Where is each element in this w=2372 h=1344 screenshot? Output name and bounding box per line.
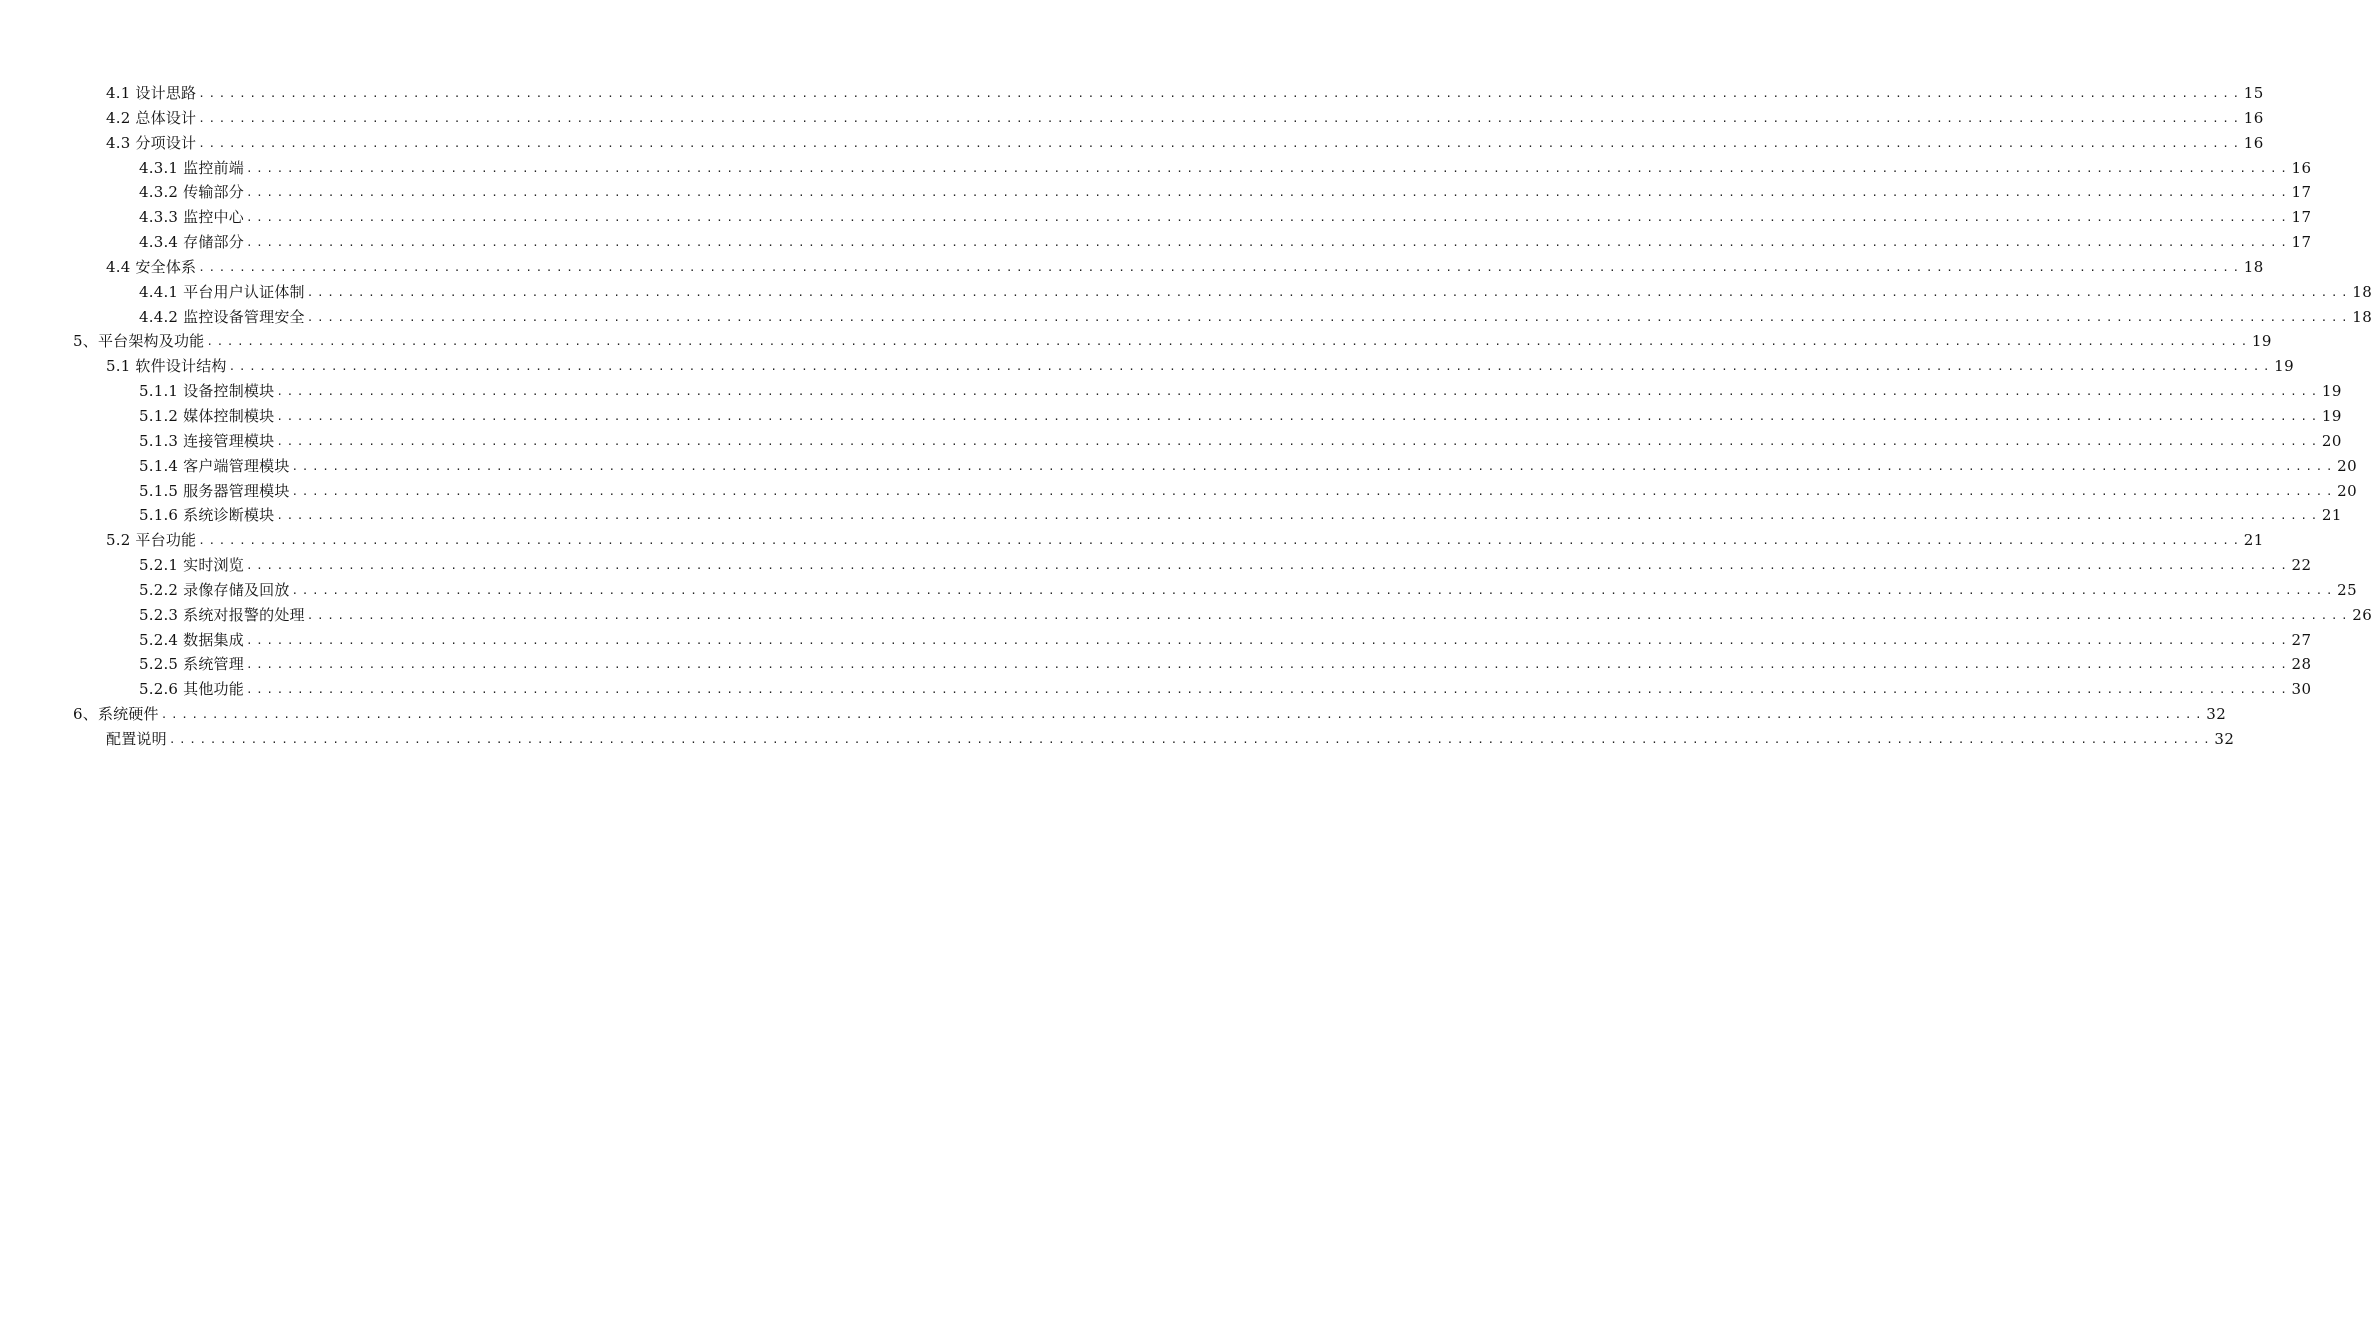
- toc-entry[interactable]: [73, 628, 2312, 653]
- toc-entry-page-number: 17: [2291, 183, 2312, 202]
- toc-entry[interactable]: [73, 528, 2264, 553]
- toc-dot-leader: ........................................................................................................................................................................................................: [306, 285, 2352, 299]
- toc-entry-title: 5.1.4 客户端管理模块: [139, 456, 290, 475]
- toc-entry[interactable]: [73, 652, 2312, 677]
- toc-dot-leader: ........................................................................................................................................................................................................: [245, 633, 2291, 647]
- toc-entry[interactable]: [73, 404, 2342, 429]
- toc-entry[interactable]: [73, 727, 2235, 752]
- toc-entry-page-number: 20: [2337, 456, 2358, 475]
- toc-dot-leader: ........................................................................................................................................................................................................: [198, 136, 2243, 150]
- toc-entry-title: 配置说明: [106, 729, 167, 748]
- toc-entry[interactable]: [73, 354, 2295, 379]
- toc-entry-page-number: 20: [2337, 481, 2358, 500]
- toc-entry-page-number: 25: [2337, 580, 2358, 599]
- toc-entry-title: 4.2 总体设计: [106, 108, 197, 127]
- toc-dot-leader: ........................................................................................................................................................................................................: [228, 360, 2274, 374]
- toc-dot-leader: ........................................................................................................................................................................................................: [198, 87, 2243, 100]
- toc-entry[interactable]: [73, 702, 2227, 727]
- toc-entry-title: 5.2.3 系统对报警的处理: [139, 605, 305, 624]
- toc-entry-title: 5.1.2 媒体控制模块: [139, 406, 275, 425]
- toc-entry[interactable]: [73, 479, 2358, 504]
- toc-entry-page-number: 16: [2243, 108, 2264, 127]
- toc-entry[interactable]: [73, 255, 2264, 280]
- toc-dot-leader: ........................................................................................................................................................................................................: [245, 236, 2291, 250]
- toc-entry-page-number: 22: [2291, 556, 2312, 575]
- toc-dot-leader: ........................................................................................................................................................................................................: [245, 559, 2291, 573]
- toc-entry-page-number: 16: [2243, 133, 2264, 152]
- toc-entry[interactable]: [73, 603, 2372, 628]
- toc-entry[interactable]: [73, 429, 2342, 454]
- toc-entry-title: 4.3 分项设计: [106, 133, 197, 152]
- toc-entry-title: 4.4 安全体系: [106, 257, 197, 276]
- table-of-contents: [73, 81, 2372, 752]
- toc-dot-leader: ........................................................................................................................................................................................................: [206, 335, 2251, 349]
- toc-entry[interactable]: [73, 81, 2264, 106]
- toc-dot-leader: ........................................................................................................................................................................................................: [306, 608, 2352, 622]
- toc-entry-title: 6、系统硬件: [73, 705, 159, 724]
- toc-entry-page-number: 20: [2321, 431, 2342, 450]
- toc-dot-leader: ........................................................................................................................................................................................................: [291, 459, 2337, 473]
- toc-entry-title: 5.2.1 实时浏览: [139, 556, 244, 575]
- toc-entry-page-number: 19: [2321, 406, 2342, 425]
- toc-entry-page-number: 18: [2352, 282, 2372, 301]
- toc-entry[interactable]: [73, 156, 2312, 181]
- toc-entry-page-number: 16: [2291, 158, 2312, 177]
- toc-entry-title: 5.2.5 系统管理: [139, 655, 244, 674]
- toc-entry-page-number: 19: [2274, 357, 2295, 376]
- toc-entry[interactable]: [73, 503, 2342, 528]
- toc-dot-leader: ........................................................................................................................................................................................................: [245, 161, 2291, 175]
- toc-entry-title: 5、平台架构及功能: [73, 332, 205, 351]
- toc-entry-page-number: 19: [2251, 332, 2272, 351]
- toc-dot-leader: ........................................................................................................................................................................................................: [160, 708, 2206, 722]
- toc-entry[interactable]: [73, 379, 2342, 404]
- toc-entry-title: 5.1 软件设计结构: [106, 357, 227, 376]
- toc-dot-leader: ........................................................................................................................................................................................................: [245, 211, 2291, 225]
- toc-entry-title: 5.2.6 其他功能: [139, 680, 244, 699]
- toc-entry[interactable]: [73, 553, 2312, 578]
- toc-entry[interactable]: [73, 305, 2372, 330]
- toc-entry[interactable]: [73, 180, 2312, 205]
- toc-entry[interactable]: [73, 280, 2372, 305]
- toc-dot-leader: ........................................................................................................................................................................................................: [198, 534, 2243, 548]
- toc-entry-page-number: 32: [2206, 705, 2227, 724]
- toc-entry-page-number: 19: [2321, 382, 2342, 401]
- toc-entry[interactable]: [73, 106, 2264, 131]
- toc-entry[interactable]: [73, 578, 2358, 603]
- toc-entry-title: 4.4.1 平台用户认证体制: [139, 282, 305, 301]
- toc-entry[interactable]: [73, 230, 2312, 255]
- toc-entry-page-number: 26: [2352, 605, 2372, 624]
- toc-entry-title: 4.3.1 监控前端: [139, 158, 244, 177]
- toc-entry-title: 5.1.6 系统诊断模块: [139, 506, 275, 525]
- toc-entry-title: 4.4.2 监控设备管理安全: [139, 307, 305, 326]
- toc-entry-page-number: 28: [2291, 655, 2312, 674]
- toc-dot-leader: ........................................................................................................................................................................................................: [245, 658, 2291, 672]
- toc-entry[interactable]: [73, 131, 2264, 156]
- toc-entry-page-number: 17: [2291, 233, 2312, 252]
- toc-entry-page-number: 18: [2352, 307, 2372, 326]
- toc-entry-title: 5.2 平台功能: [106, 531, 197, 550]
- toc-entry-title: 5.2.2 录像存储及回放: [139, 580, 290, 599]
- toc-entry[interactable]: [73, 329, 2272, 354]
- toc-entry-page-number: 30: [2291, 680, 2312, 699]
- toc-dot-leader: ........................................................................................................................................................................................................: [198, 111, 2243, 125]
- toc-entry-page-number: 32: [2214, 729, 2235, 748]
- toc-entry-page-number: 15: [2243, 84, 2264, 102]
- toc-entry-title: 5.1.3 连接管理模块: [139, 431, 275, 450]
- toc-dot-leader: ........................................................................................................................................................................................................: [276, 385, 2321, 399]
- toc-dot-leader: ........................................................................................................................................................................................................: [276, 509, 2321, 523]
- toc-entry-title: 4.3.4 存储部分: [139, 233, 244, 252]
- toc-entry-title: 4.1 设计思路: [106, 84, 197, 102]
- toc-entry-title: 5.1.1 设备控制模块: [139, 382, 275, 401]
- toc-dot-leader: ........................................................................................................................................................................................................: [245, 683, 2291, 697]
- toc-entry-title: 5.2.4 数据集成: [139, 630, 244, 649]
- toc-dot-leader: ........................................................................................................................................................................................................: [276, 434, 2321, 448]
- toc-entry[interactable]: [73, 677, 2312, 702]
- toc-entry[interactable]: [73, 454, 2358, 479]
- toc-entry-page-number: 17: [2291, 208, 2312, 227]
- toc-dot-leader: ........................................................................................................................................................................................................: [198, 260, 2243, 274]
- toc-entry-title: 4.3.2 传输部分: [139, 183, 244, 202]
- toc-entry-page-number: 27: [2291, 630, 2312, 649]
- toc-entry-title: 5.1.5 服务器管理模块: [139, 481, 290, 500]
- toc-entry-page-number: 21: [2243, 531, 2264, 550]
- toc-entry-page-number: 21: [2321, 506, 2342, 525]
- toc-dot-leader: ........................................................................................................................................................................................................: [306, 310, 2352, 324]
- toc-entry-page-number: 18: [2243, 257, 2264, 276]
- toc-dot-leader: ........................................................................................................................................................................................................: [291, 583, 2337, 597]
- toc-dot-leader: ........................................................................................................................................................................................................: [245, 186, 2291, 200]
- toc-entry[interactable]: [73, 205, 2312, 230]
- toc-dot-leader: ........................................................................................................................................................................................................: [276, 409, 2321, 423]
- toc-dot-leader: ........................................................................................................................................................................................................: [168, 732, 2214, 746]
- toc-dot-leader: ........................................................................................................................................................................................................: [291, 484, 2337, 498]
- toc-entry-title: 4.3.3 监控中心: [139, 208, 244, 227]
